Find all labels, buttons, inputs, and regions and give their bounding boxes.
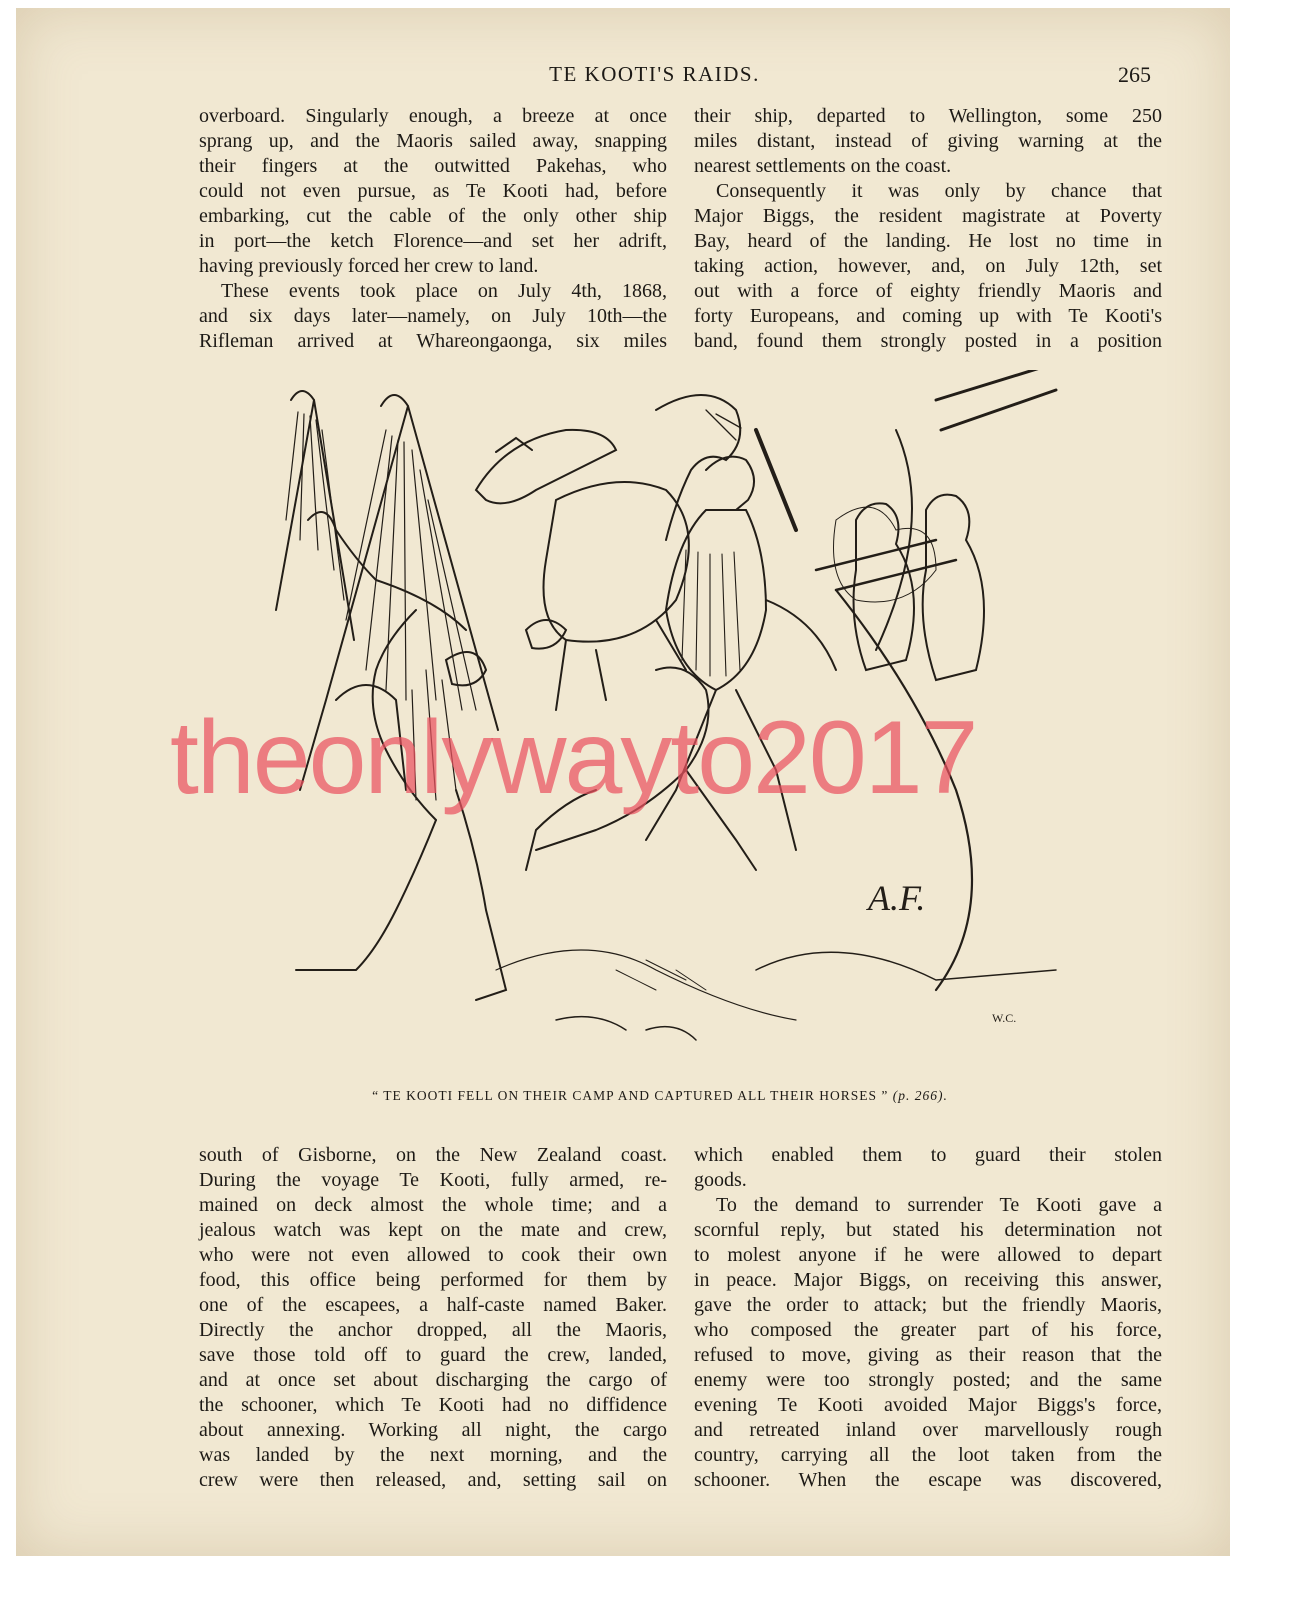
text-line: Rifleman arrived at Whareongaonga, six miles — [199, 330, 667, 352]
text-line: food, this office being performed for them by — [199, 1269, 667, 1291]
text-line: embarking, cut the cable of the only other ship — [199, 205, 667, 227]
text-line: Bay, heard of the landing. He lost no time in — [694, 230, 1162, 252]
text-line: nearest settlements on the coast. — [694, 155, 952, 177]
text-line: evening Te Kooti avoided Major Biggs's force, — [694, 1394, 1162, 1416]
text-line: mained on deck almost the whole time; and a — [199, 1194, 667, 1216]
horse-rear — [476, 430, 616, 503]
text-line: which enabled them to guard their stolen — [694, 1144, 1162, 1166]
text-line: jealous watch was kept on the mate and crew, — [199, 1219, 667, 1241]
text-line: country, carrying all the loot taken from the — [694, 1444, 1162, 1466]
text-line: During the voyage Te Kooti, fully armed, re- — [199, 1169, 667, 1191]
text-line: and retreated inland over marvellously rough — [694, 1419, 1162, 1441]
page-number: 265 — [1118, 62, 1151, 87]
text-line: about annexing. Working all night, the cargo — [199, 1419, 667, 1441]
text-line: one of the escapees, a half-caste named Baker. — [199, 1294, 667, 1316]
text-line: in port—the ketch Florence—and set her adrift, — [199, 230, 667, 252]
text-line: their fingers at the outwitted Pakehas, who — [199, 155, 667, 177]
text-line: schooner. When the escape was discovered, — [694, 1469, 1162, 1491]
text-line: to molest anyone if he were allowed to depart — [694, 1244, 1162, 1266]
tent-left — [276, 391, 354, 640]
top-right-column — [694, 104, 1162, 354]
text-line: band, found them strongly posted in a position — [694, 330, 1162, 352]
text-line: goods. — [694, 1169, 747, 1191]
text-line: enemy were too strongly posted; and the same — [694, 1369, 1162, 1391]
text-line: To the demand to surrender Te Kooti gave a — [716, 1194, 1162, 1216]
caption-text: “ TE KOOTI FELL ON THEIR CAMP AND CAPTURED ALL THEIR HORSES ” — [372, 1088, 889, 1103]
bottom-right-column — [694, 1143, 1162, 1493]
text-line: south of Gisborne, on the New Zealand coast. — [199, 1144, 667, 1166]
running-header: TE KOOTI'S RAIDS. — [549, 62, 760, 86]
engraver-mark: W.C. — [992, 1011, 1017, 1025]
text-line: in peace. Major Biggs, on receiving this answer, — [694, 1269, 1162, 1291]
text-line: who were not even allowed to cook their own — [199, 1244, 667, 1266]
text-line: refused to move, giving as their reason that the — [694, 1344, 1162, 1366]
text-line: taking action, however, and, on July 12th, set — [694, 255, 1162, 277]
text-line: and at once set about discharging the cargo of — [199, 1369, 667, 1391]
text-line: scornful reply, but stated his determination not — [694, 1219, 1162, 1241]
text-line: sprang up, and the Maoris sailed away, snapping — [199, 130, 667, 152]
text-line: the schooner, which Te Kooti had no diffidence — [199, 1394, 667, 1416]
bottom-left-column — [199, 1143, 667, 1493]
top-left-column — [199, 104, 667, 354]
text-line: having previously forced her crew to land. — [199, 255, 539, 277]
text-line: miles distant, instead of giving warning at the — [694, 130, 1162, 152]
text-line: their ship, departed to Wellington, some 250 — [694, 105, 1162, 127]
text-line: Directly the anchor dropped, all the Maoris, — [199, 1319, 667, 1341]
caption-reference: (p. 266). — [892, 1088, 948, 1103]
text-line: was landed by the next morning, and the — [199, 1444, 667, 1466]
artist-signature: A.F. — [868, 878, 926, 918]
text-line: gave the order to attack; but the friendly Maoris, — [694, 1294, 1162, 1316]
text-line: who composed the greater part of his force, — [694, 1319, 1162, 1341]
text-line: forty Europeans, and coming up with Te Kooti's — [694, 305, 1162, 327]
text-line: could not even pursue, as Te Kooti had, before — [199, 180, 667, 202]
horse-rearing — [544, 395, 742, 710]
text-line: These events took place on July 4th, 1868, — [221, 280, 667, 302]
text-line: overboard. Singularly enough, a breeze at once — [199, 105, 667, 127]
watermark-overlay: theonlywayto2017 — [170, 700, 977, 816]
text-line: Major Biggs, the resident magistrate at Poverty — [694, 205, 1162, 227]
text-line: and six days later—namely, on July 10th—the — [199, 305, 667, 327]
warriors-right — [816, 370, 1066, 680]
text-line: crew were then released, and, setting sail on — [199, 1469, 667, 1491]
text-line: save those told off to guard the crew, landed, — [199, 1344, 667, 1366]
illustration-caption — [150, 1088, 1170, 1104]
text-line: out with a force of eighty friendly Maoris and — [694, 280, 1162, 302]
text-line: Consequently it was only by chance that — [716, 180, 1162, 202]
